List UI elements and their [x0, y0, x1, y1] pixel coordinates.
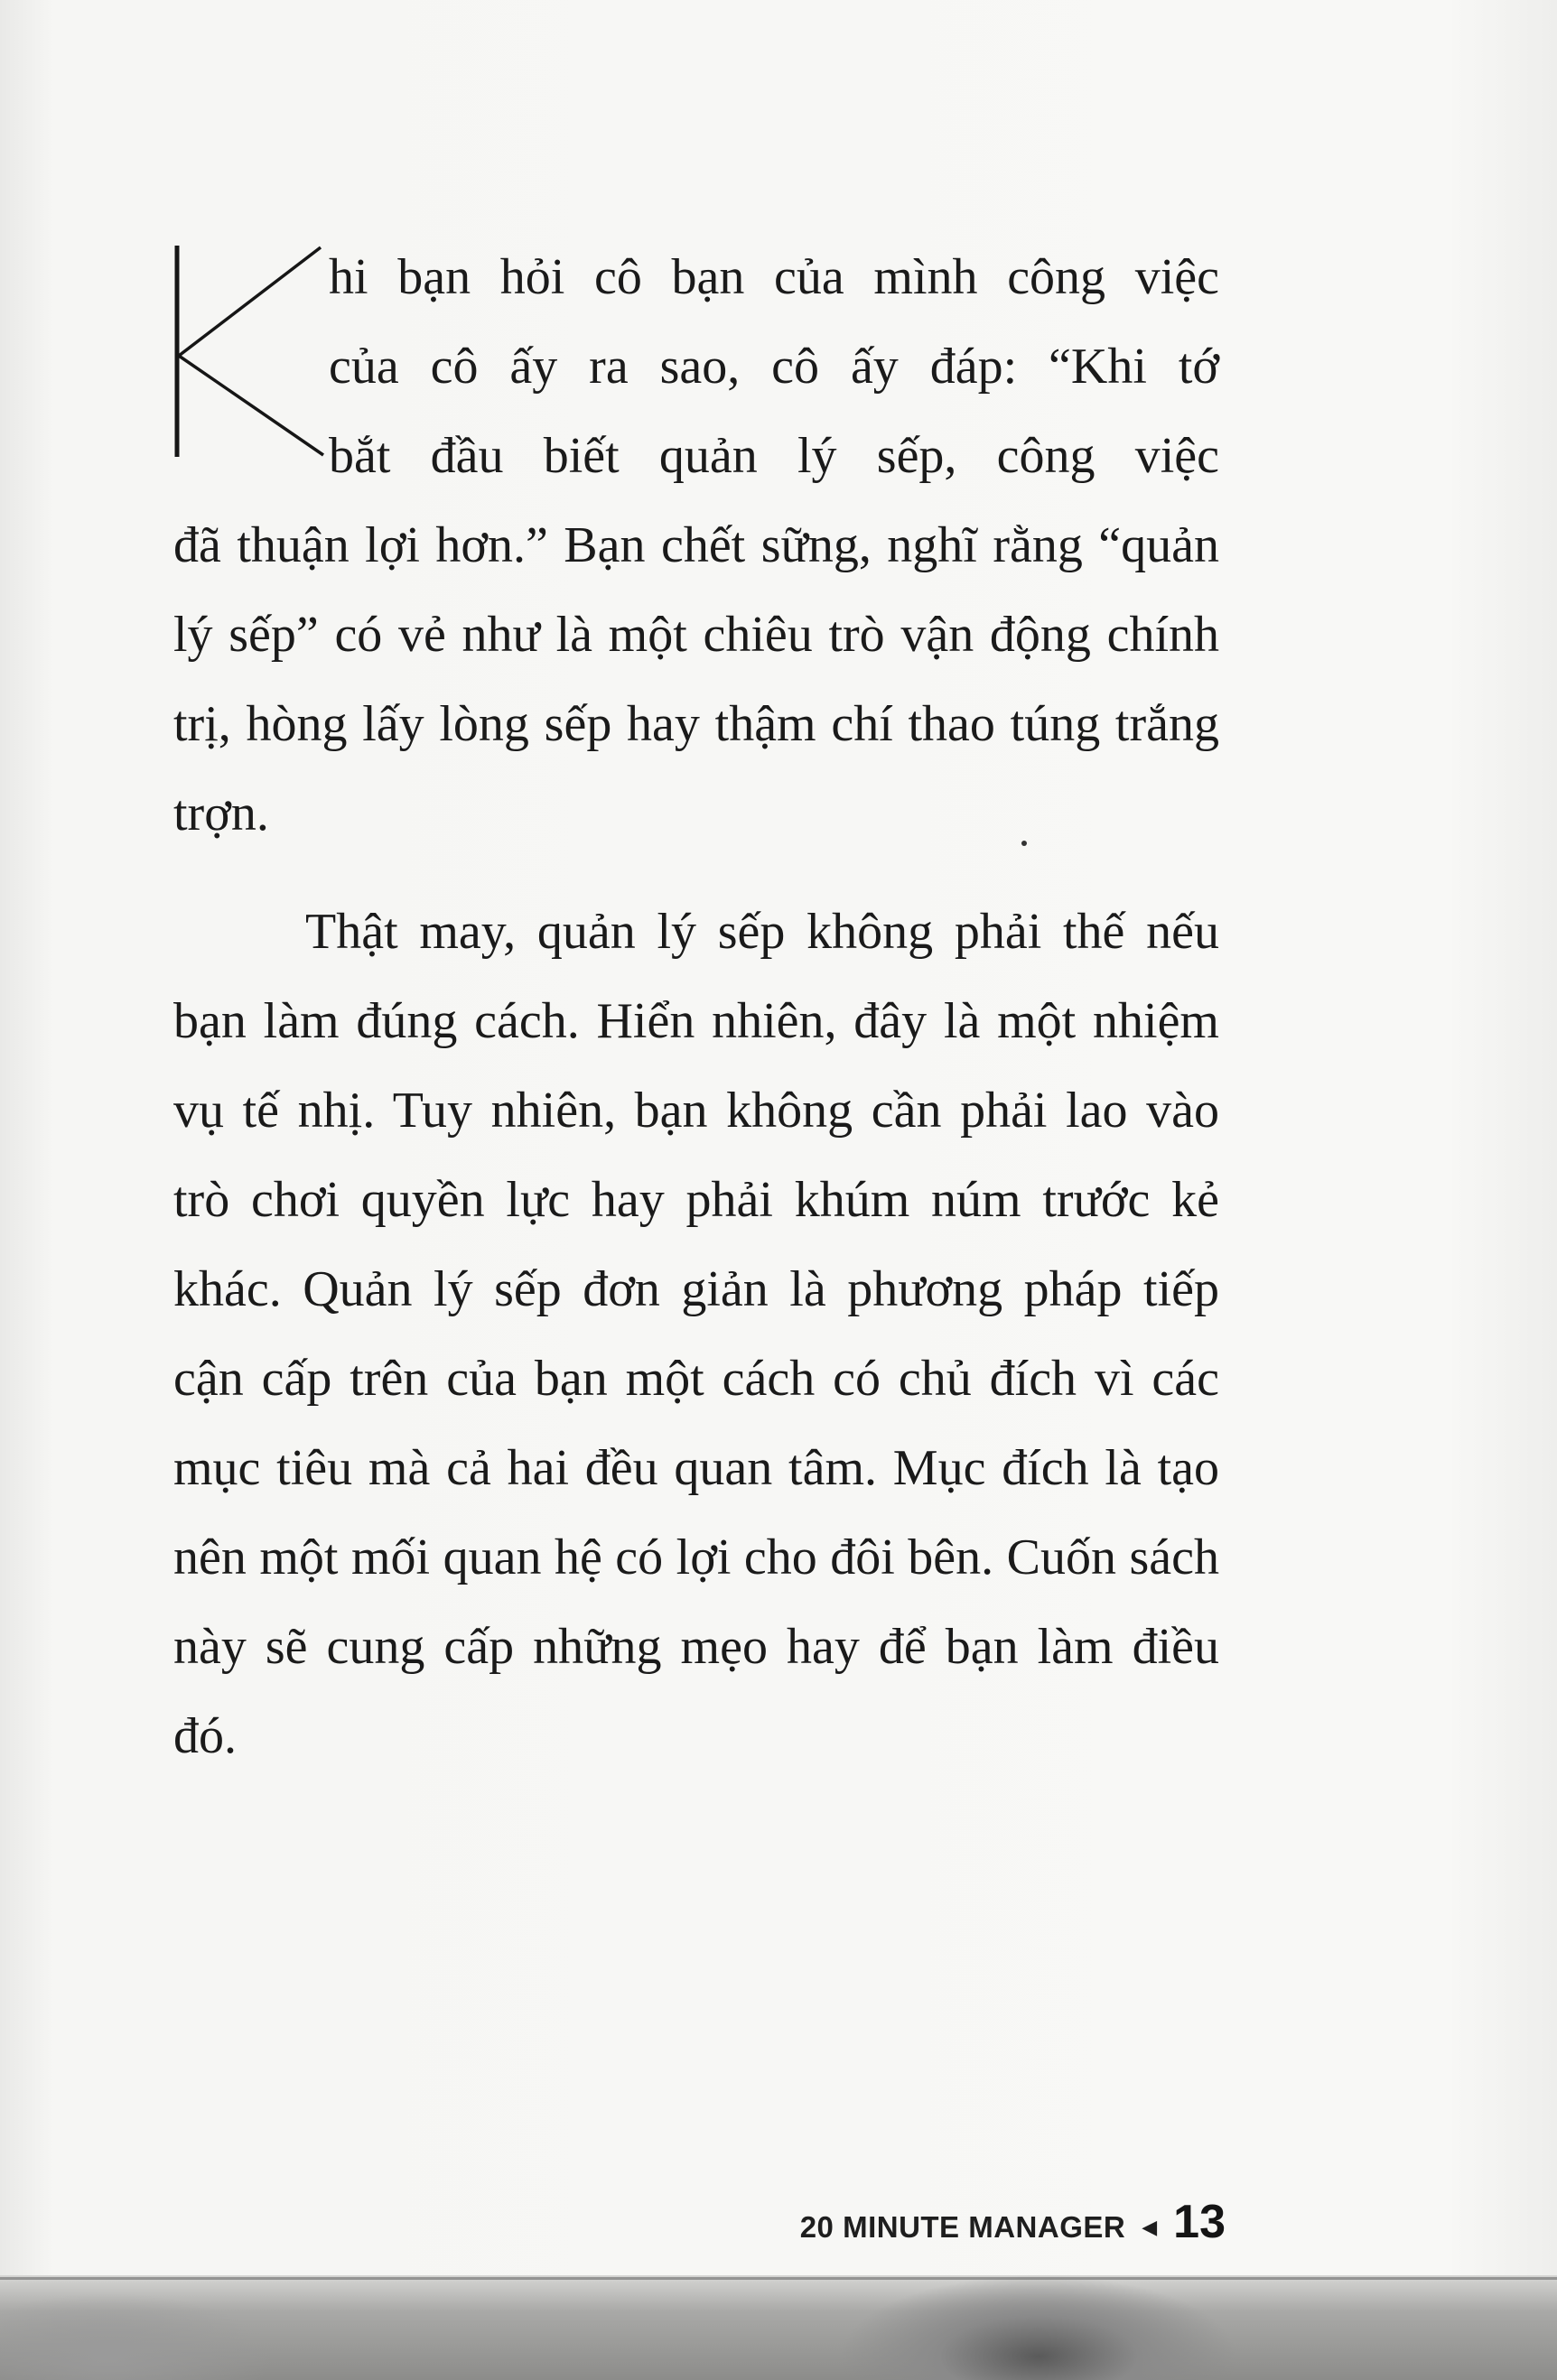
dropcap-k-glyph — [173, 244, 327, 459]
paragraph-1 — [173, 233, 1219, 859]
dropcap-letter — [173, 244, 327, 459]
dropcap-line-1: hi bạn hỏi cô bạn của mình công việc — [329, 249, 1219, 305]
dropcap-line-2: của cô ấy ra sao, cô ấy đáp: “Khi tớ — [329, 339, 1219, 395]
scan-shadow-edge — [0, 2275, 1557, 2380]
paragraph-1-rest: đã thuận lợi hơn.” Bạn chết sững, nghĩ rằng “quản lý sếp” có vẻ như là một chiêu trò vận động chính trị, hòng lấy lòng sếp hay thậm chí thao túng trắng trợn. — [173, 517, 1219, 841]
triangle-left-icon: ◀ — [1142, 2216, 1158, 2238]
ink-speck — [1021, 841, 1027, 846]
paragraph-2: Thật may, quản lý sếp không phải thế nếu bạn làm đúng cách. Hiển nhiên, đây là một nhiệm vụ tế nhị. Tuy nhiên, bạn không cần phải lao vào trò chơi quyền lực hay phải khúm núm trước kẻ khác. Quản lý sếp đơn giản là phương pháp tiếp cận cấp trên của bạn một cách có chủ đích vì các mục tiêu mà cả hai đều quan tâm. Mục đích là tạo nên một mối quan hệ có lợi cho đôi bên. Cuốn sách này sẽ cung cấp những mẹo hay để bạn làm điều đó. — [173, 904, 1219, 1764]
running-title: 20 MINUTE MANAGER — [799, 2210, 1126, 2244]
page-edge-line — [0, 2277, 1557, 2280]
page-number: 13 — [1173, 2196, 1226, 2248]
body-text — [173, 233, 1219, 1781]
dropcap-line-3: bắt đầu biết quản lý sếp, công việc — [329, 428, 1219, 484]
page-footer — [800, 2195, 1226, 2249]
